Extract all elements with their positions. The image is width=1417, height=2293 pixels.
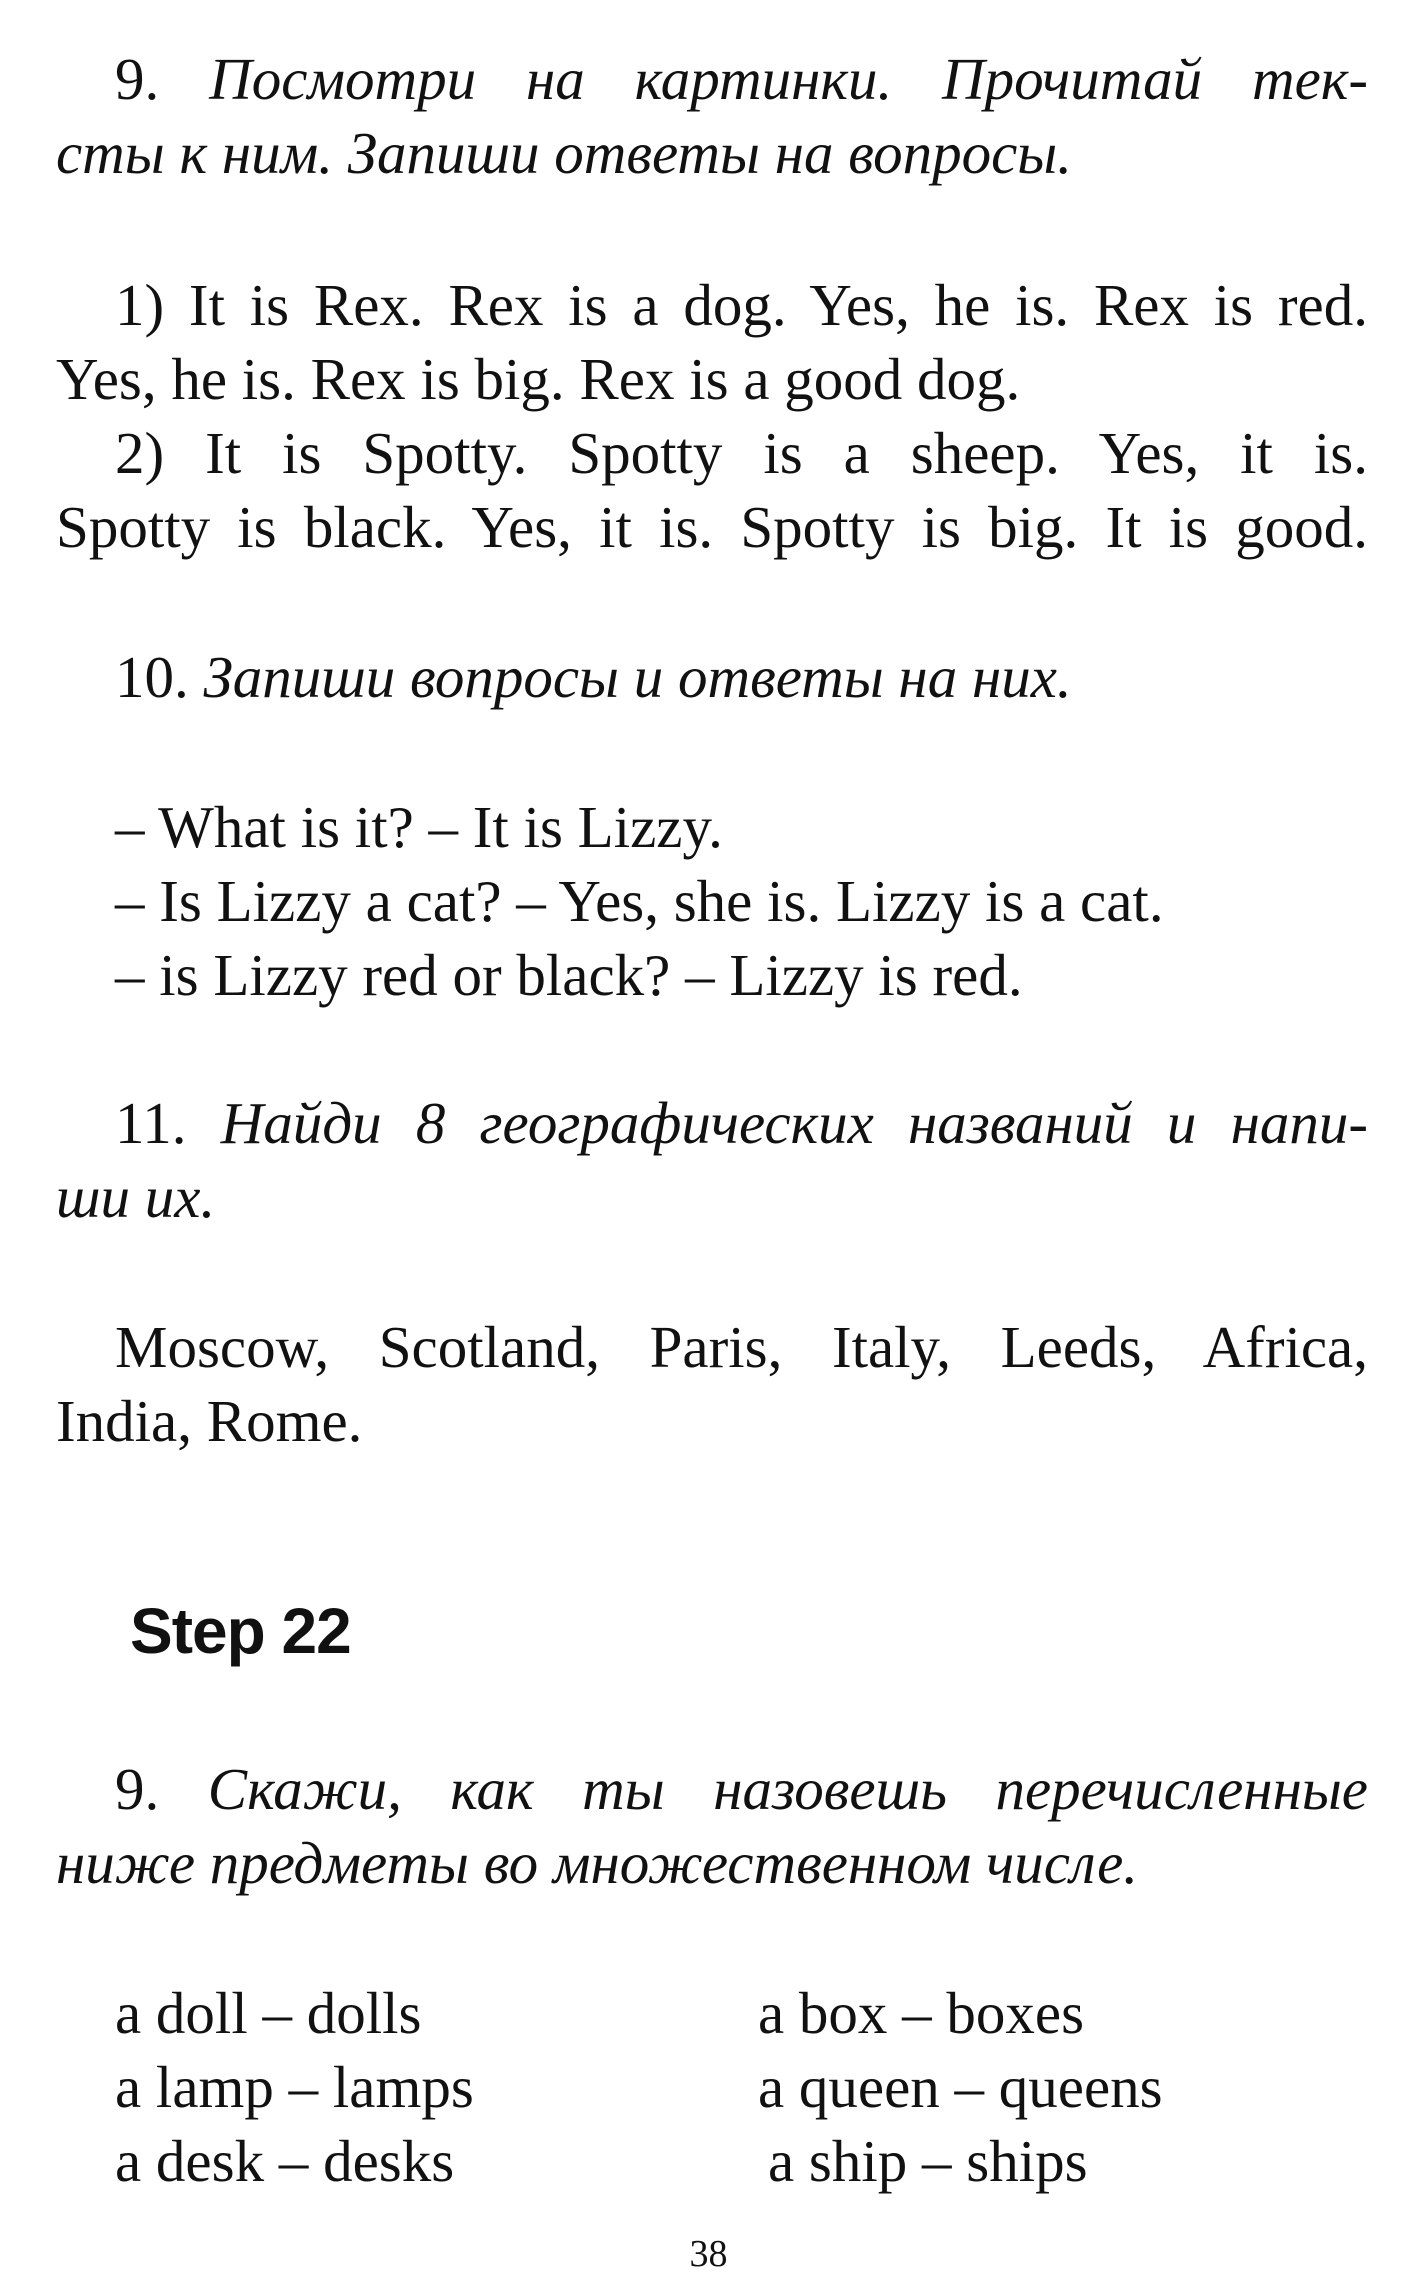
step-heading: Step 22 <box>130 1595 351 1667</box>
plural-pair-desk: a desk – desks <box>115 2128 455 2194</box>
plural-pair-lamp: a lamp – lamps <box>115 2054 474 2120</box>
ex10-dialog-line-3: – is Lizzy red or black? – Lizzy is red. <box>115 942 1023 1008</box>
ex11-instruction-line-1 <box>115 1086 1368 1160</box>
ex9b-instruction-text: Скажи, как ты назовешь перечисленные <box>207 1756 1368 1822</box>
ex11-answer-line-1: Moscow, Scotland, Paris, Italy, Leeds, Africa, <box>115 1314 1368 1380</box>
ex9b-number: 9. <box>115 1756 160 1822</box>
ex9-answer-1-line-1: 1) It is Rex. Rex is a dog. Yes, he is. Rex is red. <box>115 272 1368 338</box>
ex11-instruction-line-2: ши их. <box>56 1164 216 1230</box>
plural-pair-doll: a doll – dolls <box>115 1980 422 2046</box>
plural-pair-box: a box – boxes <box>758 1980 1085 2046</box>
ex10-instruction-text: Запиши вопросы и ответы на них. <box>203 644 1072 710</box>
ex9-answer-2-line-1: 2) It is Spotty. Spotty is a sheep. Yes, it is. <box>115 420 1368 486</box>
ex10-instruction <box>115 640 1368 714</box>
plural-pair-queen: a queen – queens <box>758 2054 1163 2120</box>
ex9-answer-2-line-2: Spotty is black. Yes, it is. Spotty is big. It is good. <box>56 494 1368 560</box>
ex9-answer-1-line-2: Yes, he is. Rex is big. Rex is a good dog. <box>56 346 1021 412</box>
page-number: 38 <box>689 2233 728 2275</box>
ex10-number: 10. <box>115 644 189 710</box>
ex9-instruction-line-1 <box>115 42 1368 116</box>
ex11-number: 11. <box>115 1090 187 1156</box>
ex10-dialog-line-1: – What is it? – It is Lizzy. <box>115 794 723 860</box>
ex9-number: 9. <box>115 46 160 112</box>
ex11-instruction-text: Найди 8 географических названий и напи- <box>220 1090 1368 1156</box>
ex9b-instruction-line-1 <box>115 1752 1368 1826</box>
ex10-dialog-line-2: – Is Lizzy a cat? – Yes, she is. Lizzy is a cat. <box>115 868 1164 934</box>
ex9b-instruction-line-2: ниже предметы во множественном числе. <box>56 1830 1139 1896</box>
ex9-instruction-text: Посмотри на картинки. Прочитай тек- <box>209 46 1369 112</box>
ex9-instruction-line-2: сты к ним. Запиши ответы на вопросы. <box>56 120 1072 186</box>
plural-pair-ship: a ship – ships <box>768 2128 1088 2194</box>
ex11-answer-line-2: India, Rome. <box>56 1388 363 1454</box>
